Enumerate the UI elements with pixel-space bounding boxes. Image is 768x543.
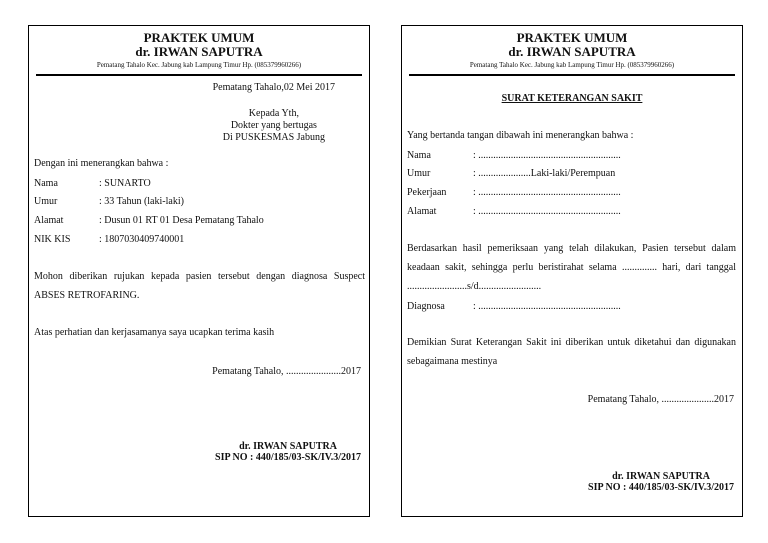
sip-number: SIP NO : 440/185/03-SK/IV.3/2017 [215, 452, 361, 463]
signature-name: dr. IRWAN SAPUTRA [239, 441, 337, 452]
clinic-name: PRAKTEK UMUM [143, 30, 255, 45]
recipient-block [223, 108, 325, 144]
field-label: Nama [34, 178, 58, 189]
signature-name: dr. IRWAN SAPUTRA [612, 471, 710, 482]
sign-place-date: Pematang Tahalo, .....................2017 [587, 394, 734, 405]
field-row [407, 150, 621, 162]
referral-paragraph: Mohon diberikan rujukan kepada pasien tersebut dengan diagnosa Suspect ABSES RETROFARING. [34, 271, 365, 301]
clinic-address: Pematang Tahalo Kec. Jabung kab Lampung Timur Hp. (085379960266) [469, 61, 675, 69]
clinic-address: Pematang Tahalo Kec. Jabung kab Lampung Timur Hp. (085379960266) [96, 61, 302, 69]
letterhead [402, 31, 742, 70]
field-value: : ......................................................... [473, 150, 621, 161]
field-value: : ......................................................... [473, 206, 621, 217]
doctor-name: dr. IRWAN SAPUTRA [135, 44, 263, 59]
field-row [407, 168, 615, 180]
sick-note-letter [401, 25, 743, 517]
field-value: : 33 Tahun (laki-laki) [99, 196, 184, 207]
recipient-line-3: Di PUSKESMAS Jabung [222, 132, 325, 143]
referral-letter [28, 25, 370, 517]
place-date: Pematang Tahalo,02 Mei 2017 [212, 82, 335, 93]
field-label: NIK KIS [34, 234, 71, 245]
field-value: : 1807030409740001 [99, 234, 185, 245]
closing-paragraph: Demikian Surat Keterangan Sakit ini diberikan untuk diketahui dan digunakan sebagaimana mestinya [407, 337, 736, 367]
field-row [34, 196, 184, 208]
field-label: Nama [407, 150, 431, 161]
diagnosis-label: Diagnosa [407, 301, 445, 312]
recipient-line-2: Dokter yang bertugas [230, 120, 317, 131]
letterhead [29, 31, 369, 70]
header-rule [409, 74, 735, 76]
recipient-line-1: Kepada Yth, [248, 108, 299, 119]
field-label: Umur [407, 168, 431, 179]
intro-text: Dengan ini menerangkan bahwa : [34, 158, 169, 169]
field-row [34, 215, 264, 227]
field-value: : .....................Laki-laki/Perempuan [473, 168, 616, 179]
field-row [407, 187, 621, 199]
field-value: : SUNARTO [99, 178, 151, 189]
field-label: Alamat [407, 206, 437, 217]
statement-paragraph: Berdasarkan hasil pemeriksaan yang telah dilakukan, Pasien tersebut dalam keadaan sakit, sehingga perlu beristirahat selama .............. hari, dari tanggal ........................s/d......................... [407, 243, 736, 292]
field-label: Alamat [34, 215, 64, 226]
document-title: SURAT KETERANGAN SAKIT [501, 93, 643, 104]
diagnosis-value: : ......................................................... [473, 301, 621, 312]
diagnosis-row [407, 301, 621, 313]
sign-place-date: Pematang Tahalo, ......................2017 [212, 366, 361, 377]
doctor-name: dr. IRWAN SAPUTRA [508, 44, 636, 59]
field-row [407, 206, 621, 218]
field-row [34, 178, 151, 190]
thanks-text: Atas perhatian dan kerjasamanya saya ucapkan terima kasih [34, 327, 275, 338]
field-row [34, 234, 184, 246]
sip-number: SIP NO : 440/185/03-SK/IV.3/2017 [588, 482, 734, 493]
field-value: : Dusun 01 RT 01 Desa Pematang Tahalo [99, 215, 264, 226]
field-value: : ......................................................... [473, 187, 621, 198]
field-label: Pekerjaan [407, 187, 447, 198]
signature-block [215, 441, 361, 463]
signature-block [588, 471, 734, 493]
header-rule [36, 74, 362, 76]
intro-text: Yang bertanda tangan dibawah ini menerangkan bahwa : [407, 130, 634, 141]
clinic-name: PRAKTEK UMUM [516, 30, 628, 45]
field-label: Umur [34, 196, 58, 207]
